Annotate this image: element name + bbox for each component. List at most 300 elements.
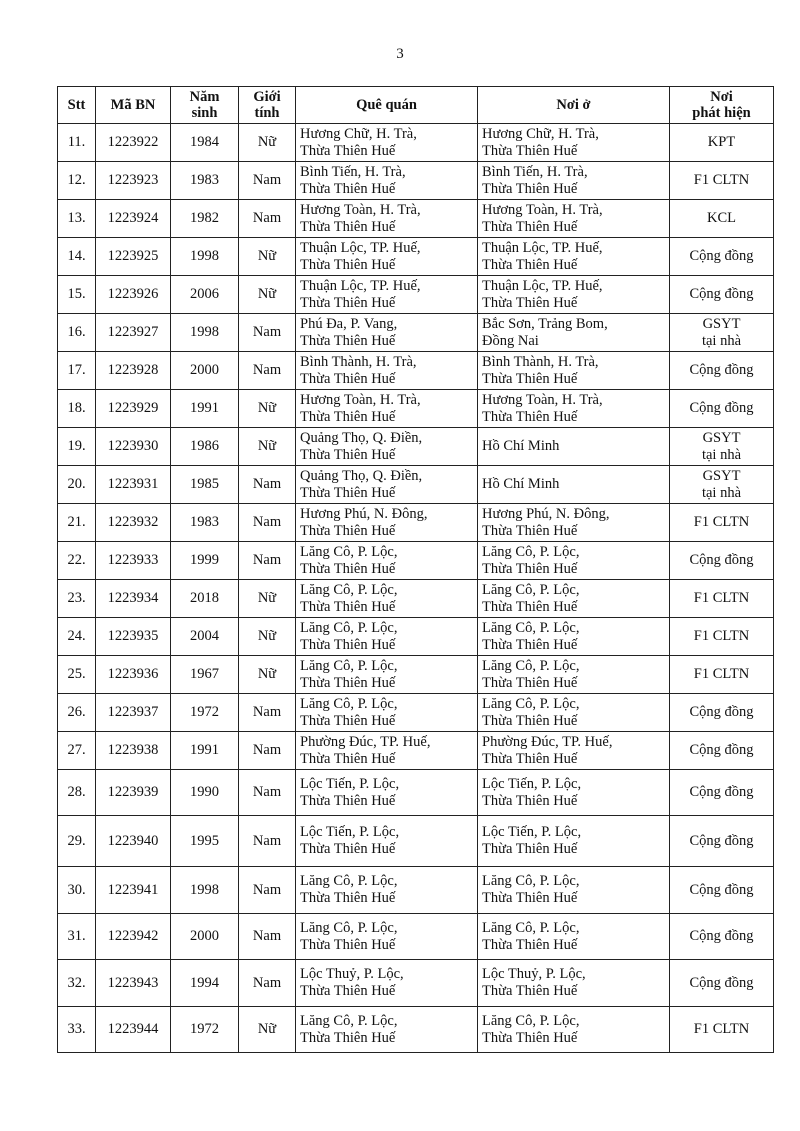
cell-hometown <box>296 618 478 656</box>
cell-residence <box>478 504 670 542</box>
cell-patient-code: 1223938 <box>96 732 171 770</box>
cell-residence <box>478 618 670 656</box>
table-row <box>58 960 774 1007</box>
cell-patient-code: 1223943 <box>96 960 171 1007</box>
cell-sex: Nam <box>239 504 296 542</box>
cell-residence <box>478 694 670 732</box>
cell-sex: Nam <box>239 867 296 914</box>
cell-detection-place <box>670 238 774 276</box>
cell-hometown-line: Quảng Thọ, Q. Điền, <box>300 429 423 446</box>
cell-hometown <box>296 732 478 770</box>
cell-hometown <box>296 580 478 618</box>
cell-birth-year: 1972 <box>171 694 239 732</box>
cell-detection-place <box>670 580 774 618</box>
cell-sex: Nữ <box>239 276 296 314</box>
cell-hometown-line: Hương Toàn, H. Trà, <box>300 201 421 218</box>
cell-stt: 19. <box>58 428 96 466</box>
cell-hometown-line: Thừa Thiên Huế <box>300 218 396 235</box>
cell-patient-code: 1223923 <box>96 162 171 200</box>
cell-hometown-line: Thừa Thiên Huế <box>300 446 396 463</box>
cell-detection-place-line: F1 CLTN <box>693 172 750 188</box>
cell-residence-line: Lăng Cô, P. Lộc, <box>482 919 580 936</box>
cell-detection-place <box>670 504 774 542</box>
cell-detection-place-line: Cộng đồng <box>689 248 754 264</box>
header-residence: Nơi ở <box>478 87 670 124</box>
cell-stt: 25. <box>58 656 96 694</box>
cell-detection-place <box>670 694 774 732</box>
cell-residence-line: Lăng Cô, P. Lộc, <box>482 873 580 889</box>
cell-birth-year: 1999 <box>171 542 239 580</box>
cell-detection-place-line: F1 CLTN <box>693 590 750 606</box>
cell-birth-year: 1984 <box>171 124 239 162</box>
cell-stt: 16. <box>58 314 96 352</box>
cell-hometown <box>296 914 478 960</box>
cell-hometown-line: Thừa Thiên Huế <box>300 598 396 615</box>
cell-detection-place-line: F1 CLTN <box>693 666 750 682</box>
cell-residence <box>478 124 670 162</box>
cell-residence <box>478 314 670 352</box>
cell-detection-place-line: Cộng đồng <box>689 832 754 849</box>
cell-detection-place-line: GSYT <box>702 315 741 332</box>
cell-residence-line: Thừa Thiên Huế <box>482 936 578 953</box>
cell-stt: 26. <box>58 694 96 732</box>
cell-birth-year: 2006 <box>171 276 239 314</box>
cell-sex: Nam <box>239 914 296 960</box>
cell-detection-place <box>670 124 774 162</box>
cell-detection-place <box>670 352 774 390</box>
cell-detection-place <box>670 732 774 770</box>
cell-hometown-line: Thừa Thiên Huế <box>300 294 396 311</box>
table-header-row <box>58 87 774 124</box>
cell-residence <box>478 466 670 504</box>
cell-residence-line: Thừa Thiên Huế <box>482 750 578 767</box>
cell-residence <box>478 276 670 314</box>
cell-hometown-line: Bình Thành, H. Trà, <box>300 353 417 370</box>
cell-hometown-line: Hương Chữ, H. Trà, <box>300 125 417 142</box>
cell-sex: Nữ <box>239 1007 296 1053</box>
cell-hometown <box>296 162 478 200</box>
cell-birth-year: 1998 <box>171 867 239 914</box>
cell-hometown-line: Thừa Thiên Huế <box>300 180 396 197</box>
cell-residence <box>478 960 670 1007</box>
cell-hometown-line: Thừa Thiên Huế <box>300 841 396 857</box>
cell-detection-place-line: GSYT <box>702 467 741 484</box>
cell-hometown-line: Thừa Thiên Huế <box>300 522 396 539</box>
cell-patient-code: 1223932 <box>96 504 171 542</box>
cell-residence-line: Lăng Cô, P. Lộc, <box>482 543 580 560</box>
table-row <box>58 200 774 238</box>
cell-residence-line: Phường Đúc, TP. Huế, <box>482 733 613 750</box>
cell-patient-code: 1223934 <box>96 580 171 618</box>
cell-residence <box>478 580 670 618</box>
cell-residence <box>478 200 670 238</box>
cell-birth-year: 1998 <box>171 238 239 276</box>
cell-detection-place-line: tại nhà <box>701 332 742 349</box>
cell-hometown-line: Lộc Thuỷ, P. Lộc, <box>300 966 404 982</box>
cell-stt: 21. <box>58 504 96 542</box>
cell-residence-line: Thừa Thiên Huế <box>482 674 578 691</box>
cell-hometown-line: Thừa Thiên Huế <box>300 936 396 953</box>
table-row <box>58 732 774 770</box>
cell-detection-place-line: KCL <box>707 210 736 226</box>
cell-patient-code: 1223941 <box>96 867 171 914</box>
cell-residence <box>478 770 670 816</box>
cell-hometown <box>296 352 478 390</box>
table-row <box>58 580 774 618</box>
cell-detection-place-line: Cộng đồng <box>689 362 754 378</box>
cell-detection-place-line: Cộng đồng <box>689 784 754 800</box>
cell-patient-code: 1223929 <box>96 390 171 428</box>
cell-hometown-line: Thừa Thiên Huế <box>300 674 396 691</box>
cell-hometown-line: Quảng Thọ, Q. Điền, <box>300 467 423 484</box>
cell-birth-year: 1991 <box>171 390 239 428</box>
table-row <box>58 867 774 914</box>
cell-residence <box>478 1007 670 1053</box>
cell-residence-line: Thuận Lộc, TP. Huế, <box>482 239 603 256</box>
cell-sex: Nam <box>239 466 296 504</box>
cell-detection-place-line: Cộng đồng <box>689 742 754 758</box>
cell-stt: 24. <box>58 618 96 656</box>
cell-stt: 14. <box>58 238 96 276</box>
cell-patient-code: 1223927 <box>96 314 171 352</box>
cell-residence-line: Thừa Thiên Huế <box>482 598 578 615</box>
cell-residence <box>478 542 670 580</box>
cell-hometown-line: Lăng Cô, P. Lộc, <box>300 695 398 712</box>
table-row <box>58 390 774 428</box>
cell-sex: Nam <box>239 542 296 580</box>
patient-table <box>57 86 774 1053</box>
cell-residence-line: Thừa Thiên Huế <box>482 142 578 159</box>
cell-hometown-line: Thừa Thiên Huế <box>300 370 396 387</box>
cell-hometown-line: Thừa Thiên Huế <box>300 560 396 577</box>
cell-sex: Nữ <box>239 124 296 162</box>
cell-detection-place <box>670 314 774 352</box>
cell-sex: Nam <box>239 200 296 238</box>
cell-residence-line: Hương Phú, N. Đông, <box>482 505 610 522</box>
cell-detection-place-line: GSYT <box>702 429 741 446</box>
cell-detection-place <box>670 618 774 656</box>
cell-stt: 33. <box>58 1007 96 1053</box>
cell-birth-year: 1998 <box>171 314 239 352</box>
cell-residence-line: Lăng Cô, P. Lộc, <box>482 695 580 712</box>
table-row <box>58 914 774 960</box>
cell-hometown-line: Thừa Thiên Huế <box>300 256 396 273</box>
cell-hometown <box>296 238 478 276</box>
cell-sex: Nữ <box>239 656 296 694</box>
cell-birth-year: 1983 <box>171 504 239 542</box>
cell-hometown-line: Lăng Cô, P. Lộc, <box>300 619 398 636</box>
cell-sex: Nữ <box>239 428 296 466</box>
cell-hometown <box>296 770 478 816</box>
table-row <box>58 314 774 352</box>
cell-birth-year: 1995 <box>171 816 239 867</box>
cell-hometown-line: Thừa Thiên Huế <box>300 484 396 501</box>
table-row <box>58 428 774 466</box>
cell-sex: Nam <box>239 732 296 770</box>
cell-residence-line: Lăng Cô, P. Lộc, <box>482 581 580 598</box>
cell-hometown-line: Thừa Thiên Huế <box>300 408 396 425</box>
table-row <box>58 238 774 276</box>
cell-hometown-line: Lăng Cô, P. Lộc, <box>300 873 398 889</box>
cell-residence-line: Thừa Thiên Huế <box>482 712 578 729</box>
cell-hometown <box>296 504 478 542</box>
cell-stt: 29. <box>58 816 96 867</box>
cell-hometown-line: Thừa Thiên Huế <box>300 750 396 767</box>
cell-residence <box>478 816 670 867</box>
table-row <box>58 770 774 816</box>
cell-residence-line: Thừa Thiên Huế <box>482 792 578 809</box>
header-sex: Giới tính <box>239 87 296 124</box>
cell-residence-line: Thừa Thiên Huế <box>482 218 578 235</box>
cell-sex: Nữ <box>239 390 296 428</box>
cell-birth-year: 1986 <box>171 428 239 466</box>
cell-birth-year: 1967 <box>171 656 239 694</box>
cell-detection-place <box>670 1007 774 1053</box>
cell-hometown <box>296 542 478 580</box>
cell-sex: Nam <box>239 352 296 390</box>
cell-residence <box>478 656 670 694</box>
cell-residence-line: Lộc Tiến, P. Lộc, <box>482 775 582 792</box>
cell-residence <box>478 390 670 428</box>
cell-hometown-line: Lăng Cô, P. Lộc, <box>300 581 398 598</box>
cell-residence-line: Bình Tiến, H. Trà, <box>482 163 588 180</box>
cell-detection-place <box>670 656 774 694</box>
cell-birth-year: 2018 <box>171 580 239 618</box>
cell-stt: 18. <box>58 390 96 428</box>
cell-hometown-line: Lộc Tiến, P. Lộc, <box>300 775 400 792</box>
cell-detection-place-line: F1 CLTN <box>693 628 750 644</box>
cell-hometown-line: Bình Tiến, H. Trà, <box>300 163 406 180</box>
cell-detection-place <box>670 276 774 314</box>
cell-stt: 31. <box>58 914 96 960</box>
cell-hometown-line: Lăng Cô, P. Lộc, <box>300 919 398 936</box>
cell-hometown <box>296 656 478 694</box>
cell-hometown <box>296 694 478 732</box>
cell-residence-line: Thừa Thiên Huế <box>482 180 578 197</box>
cell-hometown <box>296 960 478 1007</box>
cell-residence <box>478 428 670 466</box>
cell-hometown <box>296 428 478 466</box>
cell-stt: 32. <box>58 960 96 1007</box>
cell-detection-place <box>670 542 774 580</box>
cell-birth-year: 2004 <box>171 618 239 656</box>
cell-residence-line: Hương Toàn, H. Trà, <box>482 391 603 408</box>
cell-stt: 17. <box>58 352 96 390</box>
cell-detection-place-line: Cộng đồng <box>689 704 754 720</box>
cell-patient-code: 1223940 <box>96 816 171 867</box>
cell-residence-line: Hồ Chí Minh <box>482 438 560 454</box>
cell-patient-code: 1223937 <box>96 694 171 732</box>
cell-residence <box>478 914 670 960</box>
cell-hometown <box>296 867 478 914</box>
cell-patient-code: 1223944 <box>96 1007 171 1053</box>
cell-hometown-line: Phường Đúc, TP. Huế, <box>300 733 431 750</box>
page-number: 3 <box>396 46 404 62</box>
cell-residence-line: Hồ Chí Minh <box>482 476 560 492</box>
cell-detection-place-line: Cộng đồng <box>689 400 754 416</box>
table-row <box>58 618 774 656</box>
cell-hometown <box>296 390 478 428</box>
cell-sex: Nam <box>239 770 296 816</box>
cell-hometown <box>296 314 478 352</box>
header-detection-place: Nơi phát hiện <box>670 87 774 124</box>
cell-sex: Nam <box>239 960 296 1007</box>
cell-detection-place <box>670 200 774 238</box>
cell-detection-place <box>670 390 774 428</box>
table-row <box>58 542 774 580</box>
cell-stt: 12. <box>58 162 96 200</box>
cell-patient-code: 1223925 <box>96 238 171 276</box>
cell-detection-place-line: Cộng đồng <box>689 286 754 302</box>
cell-residence <box>478 238 670 276</box>
cell-residence-line: Thừa Thiên Huế <box>482 890 578 906</box>
cell-patient-code: 1223926 <box>96 276 171 314</box>
cell-residence-line: Thừa Thiên Huế <box>482 294 578 311</box>
cell-hometown-line: Thừa Thiên Huế <box>300 983 396 999</box>
cell-birth-year: 2000 <box>171 352 239 390</box>
cell-residence <box>478 352 670 390</box>
cell-birth-year: 1990 <box>171 770 239 816</box>
cell-hometown-line: Lăng Cô, P. Lộc, <box>300 1012 398 1029</box>
cell-detection-place <box>670 162 774 200</box>
cell-detection-place-line: Cộng đồng <box>689 928 754 944</box>
cell-detection-place-line: KPT <box>707 134 736 150</box>
cell-sex: Nữ <box>239 618 296 656</box>
cell-detection-place <box>670 428 774 466</box>
cell-residence-line: Hương Chữ, H. Trà, <box>482 125 599 142</box>
cell-stt: 22. <box>58 542 96 580</box>
cell-birth-year: 1994 <box>171 960 239 1007</box>
cell-patient-code: 1223930 <box>96 428 171 466</box>
cell-residence-line: Thừa Thiên Huế <box>482 370 578 387</box>
table-row <box>58 1007 774 1053</box>
cell-residence-line: Bắc Sơn, Trảng Bom, <box>482 315 608 332</box>
cell-patient-code: 1223935 <box>96 618 171 656</box>
cell-patient-code: 1223931 <box>96 466 171 504</box>
cell-hometown-line: Hương Phú, N. Đông, <box>300 505 428 522</box>
cell-residence-line: Lăng Cô, P. Lộc, <box>482 619 580 636</box>
cell-residence-line: Lăng Cô, P. Lộc, <box>482 657 580 674</box>
table-row <box>58 162 774 200</box>
header-stt: Stt <box>58 87 96 124</box>
cell-residence-line: Thừa Thiên Huế <box>482 1029 578 1046</box>
cell-hometown <box>296 466 478 504</box>
table-row <box>58 352 774 390</box>
cell-residence-line: Thừa Thiên Huế <box>482 560 578 577</box>
table-row <box>58 466 774 504</box>
cell-sex: Nam <box>239 314 296 352</box>
cell-patient-code: 1223922 <box>96 124 171 162</box>
cell-detection-place-line: Cộng đồng <box>689 974 754 991</box>
cell-residence <box>478 162 670 200</box>
cell-detection-place-line: F1 CLTN <box>693 1021 750 1037</box>
cell-stt: 28. <box>58 770 96 816</box>
cell-hometown-line: Hương Toàn, H. Trà, <box>300 391 421 408</box>
cell-stt: 27. <box>58 732 96 770</box>
cell-sex: Nữ <box>239 580 296 618</box>
cell-birth-year: 1983 <box>171 162 239 200</box>
cell-hometown <box>296 124 478 162</box>
cell-detection-place-line: Cộng đồng <box>689 881 754 898</box>
cell-sex: Nữ <box>239 238 296 276</box>
cell-hometown <box>296 816 478 867</box>
cell-residence-line: Bình Thành, H. Trà, <box>482 353 599 370</box>
cell-hometown-line: Thừa Thiên Huế <box>300 142 396 159</box>
table-row <box>58 694 774 732</box>
cell-residence-line: Thừa Thiên Huế <box>482 636 578 653</box>
cell-patient-code: 1223942 <box>96 914 171 960</box>
cell-detection-place <box>670 466 774 504</box>
cell-detection-place <box>670 867 774 914</box>
cell-birth-year: 1982 <box>171 200 239 238</box>
cell-detection-place-line: F1 CLTN <box>693 514 750 530</box>
cell-hometown-line: Thừa Thiên Huế <box>300 1029 396 1046</box>
header-hometown: Quê quán <box>296 87 478 124</box>
cell-residence-line: Lộc Tiến, P. Lộc, <box>482 824 582 840</box>
cell-birth-year: 1985 <box>171 466 239 504</box>
header-patient-code: Mã BN <box>96 87 171 124</box>
cell-hometown-line: Lộc Tiến, P. Lộc, <box>300 824 400 840</box>
header-birth-year: Năm sinh <box>171 87 239 124</box>
table-row <box>58 816 774 867</box>
cell-patient-code: 1223928 <box>96 352 171 390</box>
cell-hometown <box>296 276 478 314</box>
table-body <box>58 124 774 1053</box>
cell-residence-line: Lộc Thuỷ, P. Lộc, <box>482 966 586 982</box>
cell-hometown-line: Lăng Cô, P. Lộc, <box>300 657 398 674</box>
cell-detection-place-line: Cộng đồng <box>689 552 754 568</box>
cell-sex: Nam <box>239 816 296 867</box>
cell-birth-year: 1972 <box>171 1007 239 1053</box>
table-row <box>58 276 774 314</box>
table-row <box>58 504 774 542</box>
cell-residence-line: Thừa Thiên Huế <box>482 256 578 273</box>
table-row <box>58 656 774 694</box>
cell-hometown <box>296 200 478 238</box>
cell-hometown-line: Thừa Thiên Huế <box>300 890 396 906</box>
cell-birth-year: 1991 <box>171 732 239 770</box>
cell-hometown-line: Lăng Cô, P. Lộc, <box>300 543 398 560</box>
cell-detection-place <box>670 960 774 1007</box>
cell-detection-place <box>670 816 774 867</box>
cell-hometown-line: Phú Đa, P. Vang, <box>300 315 398 332</box>
cell-sex: Nam <box>239 694 296 732</box>
cell-patient-code: 1223933 <box>96 542 171 580</box>
cell-sex: Nam <box>239 162 296 200</box>
cell-hometown-line: Thừa Thiên Huế <box>300 332 396 349</box>
cell-stt: 13. <box>58 200 96 238</box>
cell-hometown-line: Thừa Thiên Huế <box>300 792 396 809</box>
cell-patient-code: 1223936 <box>96 656 171 694</box>
cell-residence-line: Lăng Cô, P. Lộc, <box>482 1012 580 1029</box>
cell-stt: 20. <box>58 466 96 504</box>
cell-stt: 11. <box>58 124 96 162</box>
cell-detection-place-line: tại nhà <box>701 484 742 501</box>
cell-residence-line: Hương Toàn, H. Trà, <box>482 201 603 218</box>
cell-residence-line: Thừa Thiên Huế <box>482 522 578 539</box>
cell-hometown-line: Thừa Thiên Huế <box>300 712 396 729</box>
cell-residence-line: Thừa Thiên Huế <box>482 408 578 425</box>
cell-patient-code: 1223939 <box>96 770 171 816</box>
cell-residence-line: Thừa Thiên Huế <box>482 841 578 857</box>
cell-residence-line: Thừa Thiên Huế <box>482 983 578 999</box>
cell-detection-place-line: tại nhà <box>701 446 742 463</box>
cell-residence-line: Đồng Nai <box>482 332 539 349</box>
cell-stt: 23. <box>58 580 96 618</box>
cell-detection-place <box>670 914 774 960</box>
cell-residence <box>478 867 670 914</box>
cell-hometown-line: Thuận Lộc, TP. Huế, <box>300 277 421 294</box>
